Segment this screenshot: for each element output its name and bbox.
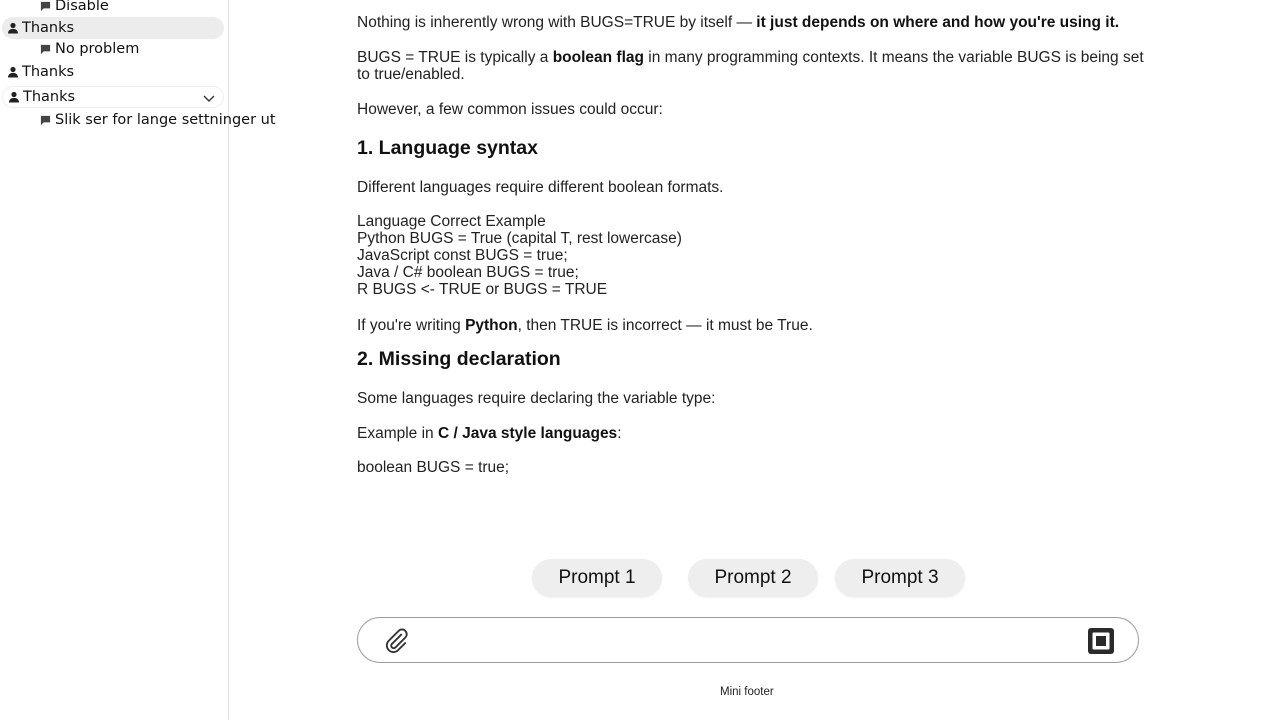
chat-input-bar xyxy=(357,617,1139,663)
sidebar-item-no-problem[interactable] xyxy=(38,38,224,60)
sidebar-item-thanks-selected[interactable] xyxy=(2,17,224,39)
text: Example in xyxy=(357,425,438,442)
code-line: boolean BUGS = true; xyxy=(357,459,510,476)
sidebar-item-disable[interactable] xyxy=(38,0,224,17)
text: If you're writing xyxy=(357,317,466,334)
user-icon xyxy=(6,21,20,35)
text: : xyxy=(617,425,622,442)
syntax-table xyxy=(357,213,1147,298)
text: Nothing is inherently wrong with BUGS=TRUE by itself — xyxy=(357,14,757,31)
stop-icon[interactable] xyxy=(1086,626,1116,656)
message-paragraph xyxy=(357,14,1147,31)
text: BUGS = TRUE is typically a xyxy=(357,49,553,66)
bold-text: Python xyxy=(465,317,518,334)
paperclip-icon[interactable] xyxy=(382,627,410,655)
sidebar-item-thanks-expandable[interactable] xyxy=(2,86,224,108)
message-input[interactable] xyxy=(420,626,1064,656)
table-row: Java / C# boolean BUGS = true; xyxy=(357,264,579,281)
bold-text: C / Java style languages xyxy=(437,425,618,442)
bold-text: boolean flag xyxy=(552,49,644,66)
comment-icon xyxy=(38,113,52,127)
sidebar-item-label: Slik ser for lange settninger ut xyxy=(55,112,276,128)
sidebar-item-long-title[interactable] xyxy=(38,109,276,131)
mini-footer: Mini footer xyxy=(720,686,774,698)
section-heading: 2. Missing declaration xyxy=(357,348,561,370)
text: , then TRUE is incorrect — it must be True. xyxy=(517,317,813,334)
sidebar-item-label: Thanks xyxy=(22,20,75,36)
prompt-chip-1[interactable]: Prompt 1 xyxy=(532,559,662,597)
message-paragraph: Some languages require declaring the variable type: xyxy=(357,390,716,407)
prompt-chip-2[interactable]: Prompt 2 xyxy=(688,559,818,597)
table-row: JavaScript const BUGS = true; xyxy=(357,247,568,264)
sidebar-item-label: Thanks xyxy=(23,89,76,105)
text: in many programming contexts. It means the variable BUGS is being set to true/enabled. xyxy=(357,49,1144,83)
sidebar-item-label: Thanks xyxy=(22,64,75,80)
chevron-down-icon[interactable] xyxy=(201,90,217,106)
section-heading: 1. Language syntax xyxy=(357,137,538,159)
message-paragraph: Different languages require different boolean formats. xyxy=(357,179,724,196)
comment-icon xyxy=(38,0,52,13)
sidebar-item-label: No problem xyxy=(55,41,140,57)
sidebar xyxy=(0,0,276,720)
sidebar-item-thanks[interactable] xyxy=(2,61,224,83)
prompt-chip-3[interactable]: Prompt 3 xyxy=(835,559,965,597)
user-icon xyxy=(6,65,20,79)
message-paragraph xyxy=(357,49,1147,83)
table-row: Language Correct Example xyxy=(357,213,546,230)
user-icon xyxy=(7,90,21,104)
table-row: Python BUGS = True (capital T, rest lowercase) xyxy=(357,230,682,247)
message-paragraph xyxy=(357,317,1147,334)
message-paragraph xyxy=(357,425,1147,442)
table-row: R BUGS <- TRUE or BUGS = TRUE xyxy=(357,281,608,298)
sidebar-item-label: Disable xyxy=(55,0,109,14)
comment-icon xyxy=(38,42,52,56)
bold-text: it just depends on where and how you're using it. xyxy=(756,14,1120,31)
message-paragraph: However, a few common issues could occur: xyxy=(357,101,663,118)
